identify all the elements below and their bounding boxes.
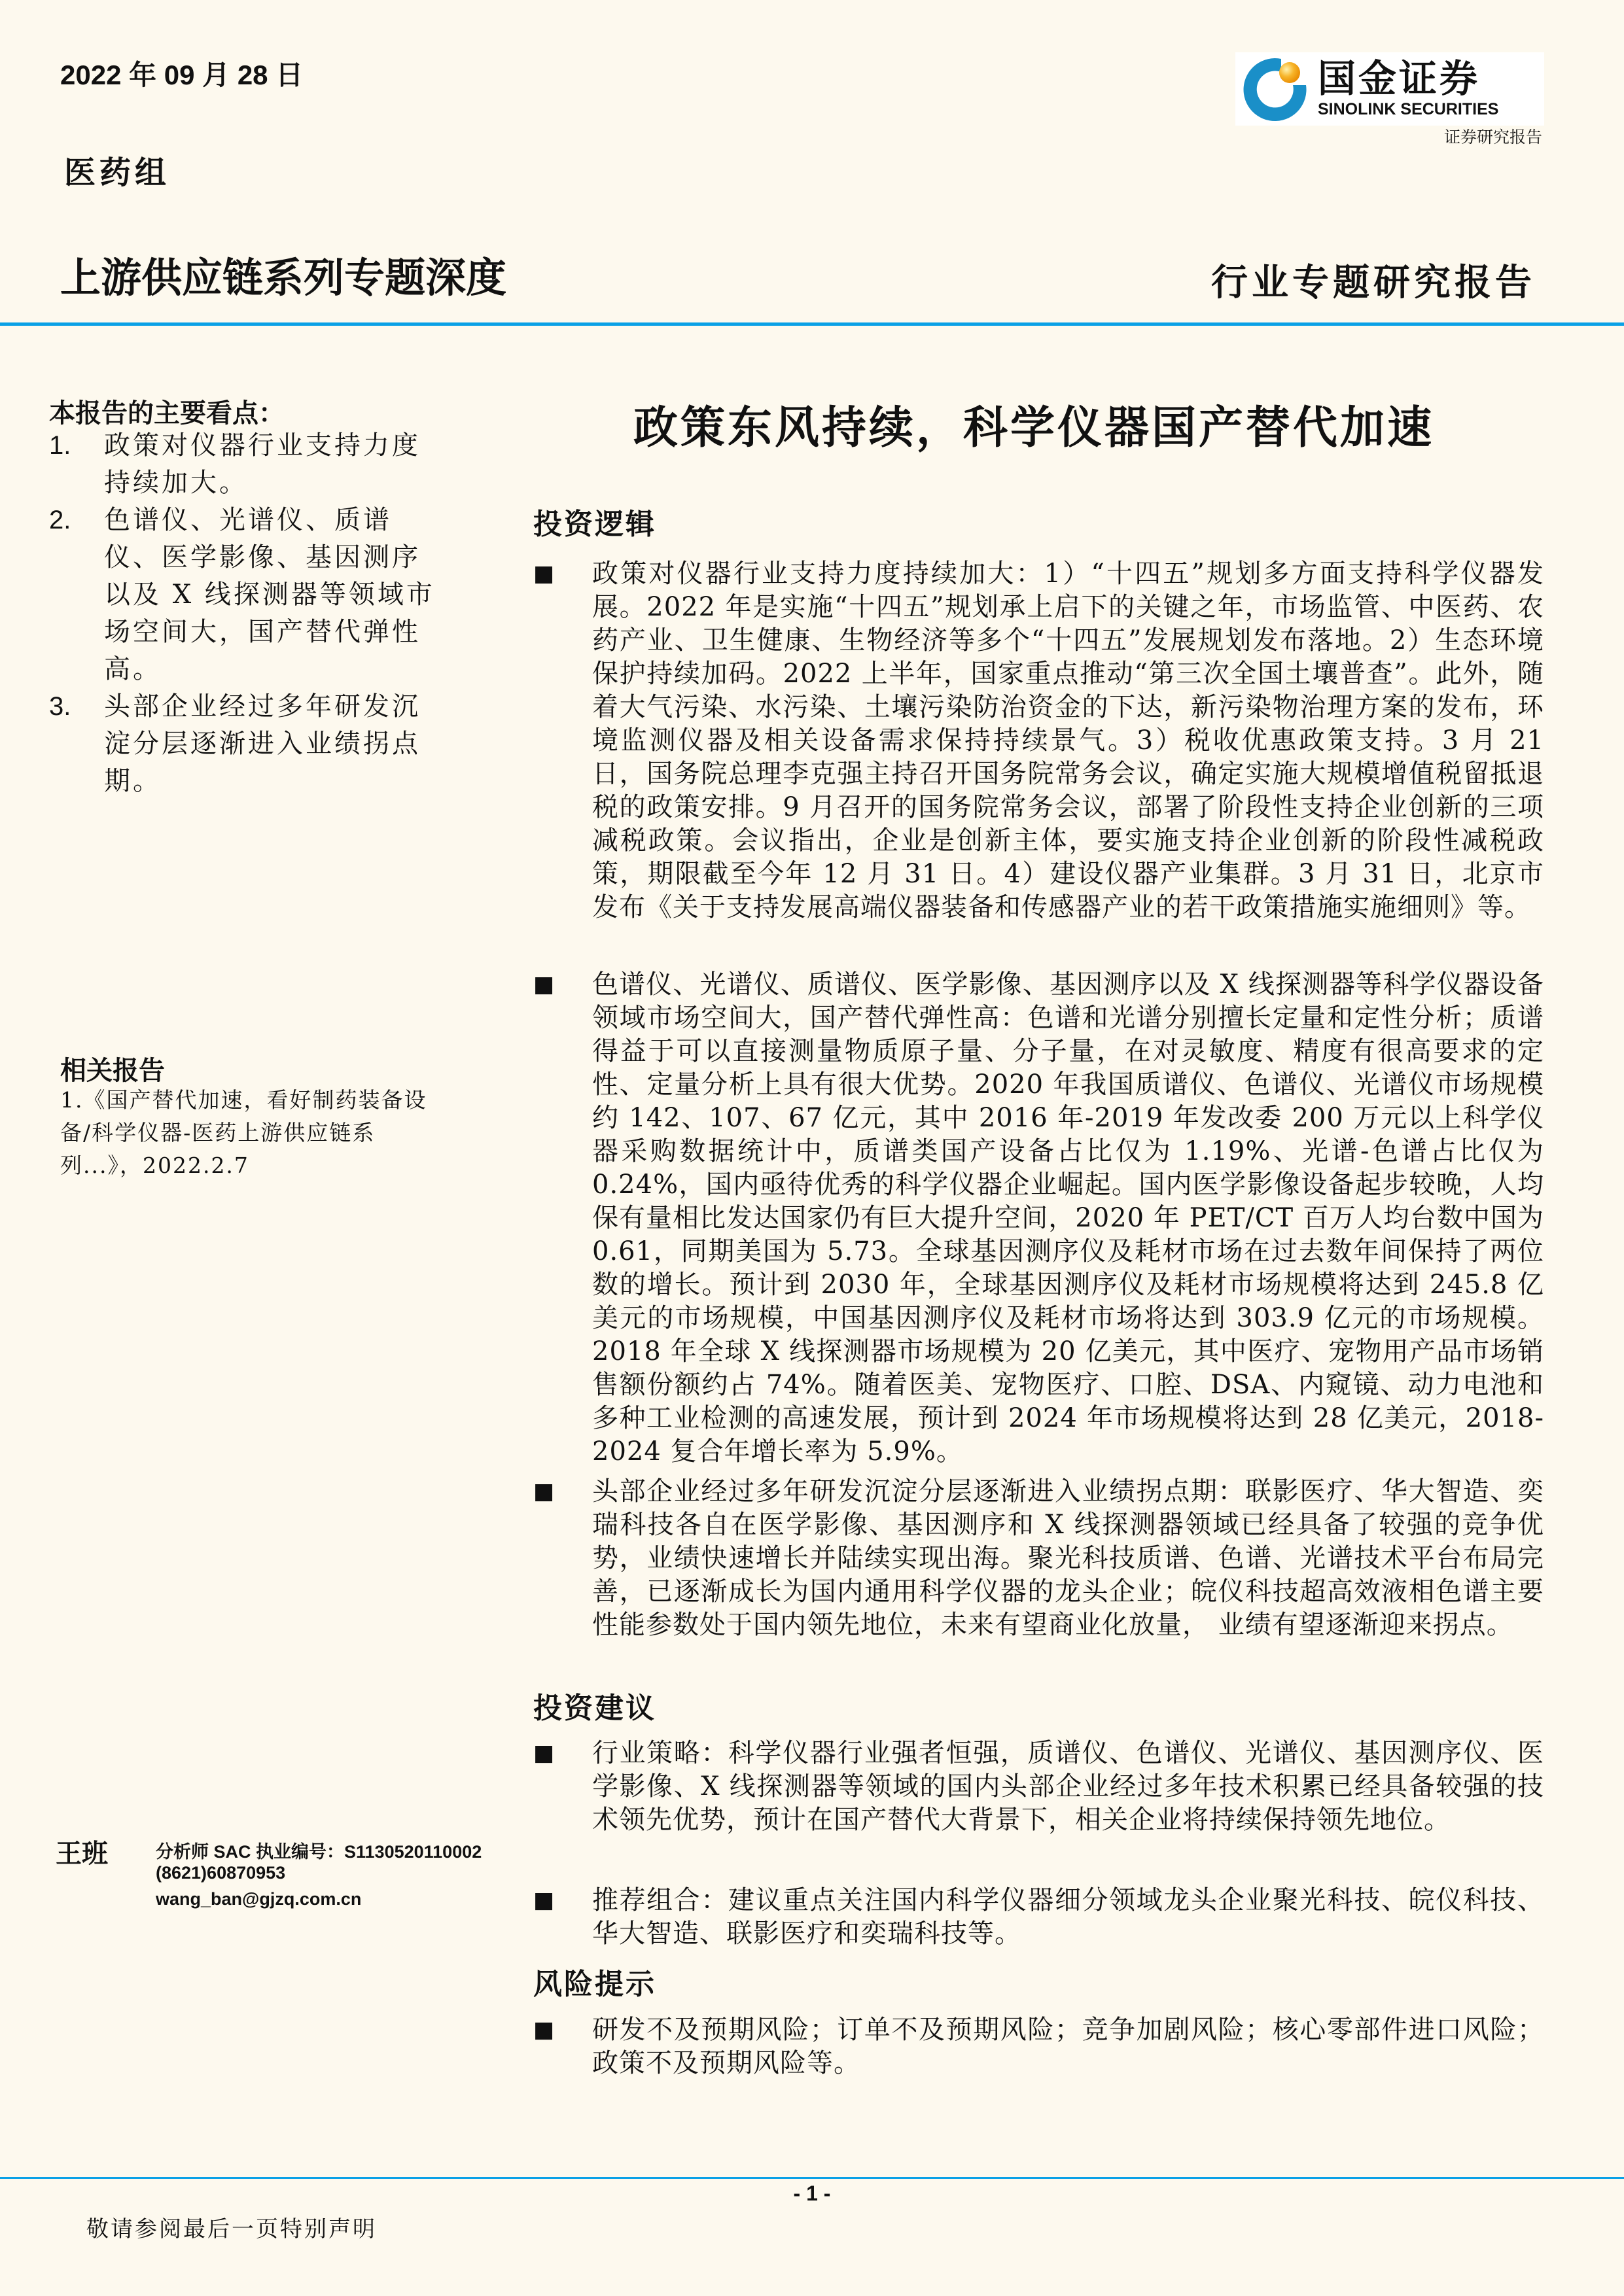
key-point-number: 3. [49,692,71,721]
bullet-text: 研发不及预期风险；订单不及预期风险；竞争加剧风险；核心零部件进口风险；政策不及预期风险等。 [592,2015,1544,2078]
bullet-text: 头部企业经过多年研发沉淀分层逐渐进入业绩拐点期：联影医疗、华大智造、奕瑞科技各自在医学影像、基因测序和 X 线探测器领域已经具备了较强的竞争优势，业绩快速增长并陆续实现出海。聚光科技质谱、色谱、光谱技术平台布局完善，已逐渐成长为国内通用科学仪器的龙头企业；皖仪科技超高效液相色谱主要性能参数处于国内领先地位，未来有望商业化放量， 业绩有望逐渐迎来拐点。 [592,1476,1544,1640]
logo-text-cn: 国金证券 [1318,58,1481,100]
company-logo [1235,52,1544,126]
bullet-square-icon: ■ [533,971,555,998]
analyst-email[interactable]: wang_ban@gjzq.com.cn [156,1889,362,1909]
report-title: 政策东风持续，科学仪器国产替代加速 [633,402,1434,454]
bullet-text: 政策对仪器行业支持力度持续加大：1）“十四五”规划多方面支持科学仪器发展。2022 年是实施“十四五”规划承上启下的关键之年，市场监管、中医药、农药产业、卫生健康、生物经济等多个“十四五”发展规划发布落地。2）生态环境保护持续加码。2022 上半年，国家重点推动“第三次全国土壤普查”。此外，随着大气污染、水污染、土壤污染防治资金的下达，新污染物治理方案的发布，环境监测仪器及相关设备需求保持持续景气。3）税收优惠政策支持。3 月 21 日，国务院总理李克强主持召开国务院常务会议，确定实施大规模增值税留抵退税的政策安排。9 月召开的国务院常务会议，部署了阶段性支持企业创新的三项减税政策。会议指出，企业是创新主体，要实施支持企业创新的阶段性减税政策，期限截至今年 12 月 31 日。4）建设仪器产业集群。3 月 31 日，北京市发布《关于支持发展高端仪器装备和传感器产业的若干政策措施实施细则》等。 [592,559,1544,922]
bullet-item [533,1884,1544,1951]
bullet-square-icon: ■ [533,1740,555,1766]
bullet-text: 行业策略：科学仪器行业强者恒强，质谱仪、色谱仪、光谱仪、基因测序仪、医学影像、X 线探测器等领域的国内头部企业经过多年技术积累已经具备较强的技术领先优势，预计在国产替代大背景下，相关企业将持续保持领先地位。 [592,1738,1544,1835]
report-type: 行业专题研究报告 [1211,261,1536,304]
bullet-square-icon: ■ [533,1478,555,1505]
bullet-item [533,1737,1544,1837]
key-point [49,688,442,800]
bullet-item [533,557,1544,924]
page-number: - 1 - [793,2182,831,2205]
logo-text-en: SINOLINK SECURITIES [1318,100,1499,118]
key-point-number: 2. [49,506,71,534]
key-point-number: 1. [49,431,71,460]
section-heading: 风险提示 [533,1968,656,2001]
section-heading: 投资建议 [533,1692,656,1725]
footer-disclaimer-note: 敬请参阅最后一页特别声明 [86,2216,377,2242]
logo-mark-icon [1241,55,1309,123]
section-heading: 投资逻辑 [533,508,656,541]
series-title: 上游供应链系列专题深度 [60,256,507,301]
key-point-text: 头部企业经过多年研发沉淀分层逐渐进入业绩拐点期。 [104,691,421,796]
bullet-square-icon: ■ [533,1887,555,1913]
report-date: 2022 年 09 月 28 日 [60,60,304,90]
key-point [49,502,442,688]
key-point-text: 色谱仪、光谱仪、质谱仪、医学影像、基因测序以及 X 线探测器等领域市场空间大，国产替代弹性高。 [104,505,435,684]
related-reports-title: 相关报告 [60,1055,165,1086]
key-point-text: 政策对仪器行业支持力度持续加大。 [104,430,421,498]
bullet-text: 色谱仪、光谱仪、质谱仪、医学影像、基因测序以及 X 线探测器等科学仪器设备领域市场空间大，国产替代弹性高：色谱和光谱分别擅长定量和定性分析；质谱得益于可以直接测量物质原子量、分子量，在对灵敏度、精度有很高要求的定性、定量分析上具有很大优势。2020 年我国质谱仪、色谱仪、光谱仪市场规模约 142、107、67 亿元，其中 2016 年-2019 年发改委 200 万元以上科学仪器采购数据统计中，质谱类国产设备占比仅为 1.19%、光谱-色谱占比仅为 0.24%，国内亟待优秀的科学仪器企业崛起。国内医学影像设备起步较晚，人均保有量相比发达国家仍有巨大提升空间，2020 年 PET/CT 百万人均台数中国为 0.61，同期美国为 5.73。全球基因测序仪及耗材市场在过去数年间保持了两位数的增长。预计到 2030 年，全球基因测序仪及耗材市场规模将达到 245.8 亿美元的市场规模，中国基因测序仪及耗材市场将达到 303.9 亿元的市场规模。2018 年全球 X 线探测器市场规模为 20 亿美元，其中医疗、宠物用产品市场销售额份额约占 74%。随着医美、宠物医疗、口腔、DSA、内窥镜、动力电池和多种工业检测的高速发展，预计到 2024 年市场规模将达到 28 亿美元，2018-2024 复合年增长率为 5.9%。 [592,969,1544,1467]
related-report-link[interactable]: 1.《国产替代加速，看好制药装备设备/科学仪器-医药上游供应链系列...》，2022.2.7 [60,1087,427,1178]
bullet-square-icon: ■ [533,561,555,587]
bullet-square-icon: ■ [533,2017,555,2043]
analyst-name: 王班 [56,1838,108,1869]
logo-subtitle: 证券研究报告 [1443,128,1542,147]
bullet-text: 推荐组合：建议重点关注国内科学仪器细分领域龙头企业聚光科技、皖仪科技、华大智造、联影医疗和奕瑞科技等。 [592,1885,1544,1949]
bullet-item [533,2013,1544,2080]
bullet-item [533,968,1544,1469]
analyst-cert: 分析师 SAC 执业编号：S1130520110002 [156,1842,482,1862]
footer-divider [0,2177,1624,2179]
header-divider [0,322,1624,326]
key-point [49,427,442,502]
analyst-phone: (8621)60870953 [156,1863,286,1883]
bullet-item [533,1475,1544,1642]
analyst-info [156,1841,482,1909]
key-points-title: 本报告的主要看点： [49,398,285,428]
research-group: 医药组 [64,154,171,191]
